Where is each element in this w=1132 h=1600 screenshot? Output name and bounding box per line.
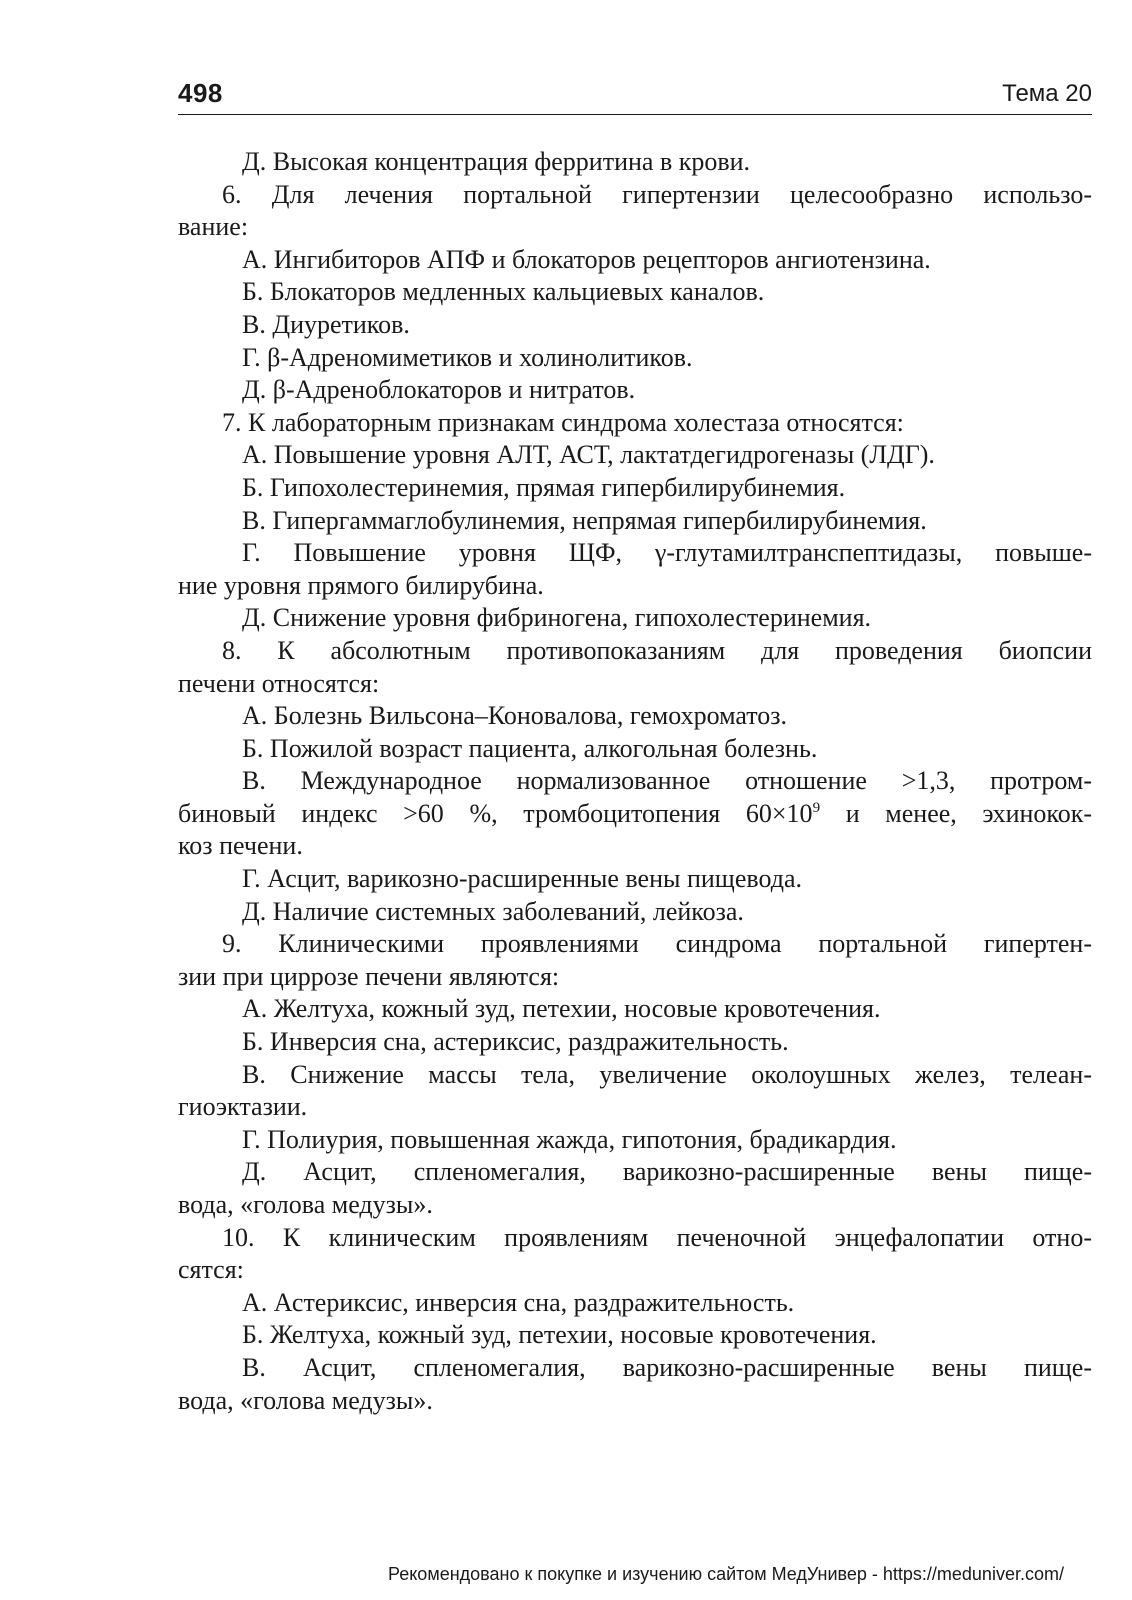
line-text: Б. Желтуха, кожный зуд, петехии, носовые кровотечения.: [242, 1320, 877, 1350]
text-line: [178, 1124, 1092, 1157]
text-line: [178, 1059, 1092, 1092]
line-text: вода, «голова медузы».: [178, 1385, 433, 1415]
text-line: [178, 570, 1092, 603]
text-line: [178, 439, 1092, 472]
text-line: [178, 1319, 1092, 1352]
text-line: [178, 798, 1092, 831]
text-line: [178, 863, 1092, 896]
text-line: [178, 993, 1092, 1026]
text-line: [178, 961, 1092, 994]
line-text: сятся:: [178, 1255, 244, 1285]
line-text: Д. β-Адреноблокаторов и нитратов.: [242, 375, 636, 405]
line-text: А. Ингибиторов АПФ и блокаторов рецепторов ангиотензина.: [242, 244, 931, 274]
text-line: [178, 407, 1092, 440]
text-line: [178, 179, 1092, 212]
line-text: 6. Для лечения портальной гипертензии целесообразно использо-: [222, 179, 1092, 209]
text-line: [178, 1222, 1092, 1255]
line-text: Д. Наличие системных заболеваний, лейкоза.: [242, 896, 744, 926]
text-line: [178, 1091, 1092, 1124]
text-line: [178, 635, 1092, 668]
line-text-tail: и менее, эхинокок-: [820, 798, 1092, 828]
text-line: [178, 1254, 1092, 1287]
text-line: [178, 1189, 1092, 1222]
text-line: [178, 537, 1092, 570]
line-text: В. Диуретиков.: [242, 309, 410, 339]
line-text: А. Желтуха, кожный зуд, петехии, носовые кровотечения.: [242, 994, 881, 1024]
superscript: 9: [812, 799, 821, 816]
line-text: 7. К лабораторным признакам синдрома холестаза относятся:: [222, 407, 904, 437]
text-line: [178, 374, 1092, 407]
text-line: [178, 1385, 1092, 1418]
text-line: [178, 896, 1092, 929]
line-text: А. Астериксис, инверсия сна, раздражительность.: [242, 1287, 795, 1317]
line-text: Д. Снижение уровня фибриногена, гипохолестеринемия.: [242, 603, 872, 633]
line-text: Д. Асцит, спленомегалия, варикозно-расширенные вены пище-: [242, 1157, 1092, 1187]
text-line: [178, 1352, 1092, 1385]
line-text: Б. Пожилой возраст пациента, алкогольная болезнь.: [242, 733, 818, 763]
text-line: [178, 765, 1092, 798]
text-line: [178, 668, 1092, 701]
line-text: Г. Повышение уровня ЩФ, γ-глутамилтранспептидазы, повыше-: [242, 538, 1092, 568]
text-line: [178, 505, 1092, 538]
line-text: Г. Асцит, варикозно-расширенные вены пищевода.: [242, 864, 802, 894]
text-line: [178, 1287, 1092, 1320]
text-line: [178, 700, 1092, 733]
page-number: 498: [178, 78, 223, 108]
text-line: [178, 146, 1092, 179]
text-line: [178, 928, 1092, 961]
line-text: вода, «голова медузы».: [178, 1190, 433, 1219]
line-text: В. Снижение массы тела, увеличение околоушных желез, телеан-: [242, 1059, 1092, 1089]
line-text: вание:: [178, 212, 249, 242]
line-text: печени относятся:: [178, 668, 380, 698]
text-line: [178, 602, 1092, 635]
text-line: [178, 342, 1092, 375]
line-text: Г. β-Адреномиметиков и холинолитиков.: [242, 342, 693, 372]
line-text: А. Болезнь Вильсона–Коновалова, гемохроматоз.: [242, 701, 788, 731]
line-text: Б. Блокаторов медленных кальциевых каналов.: [242, 277, 765, 307]
line-text: зии при циррозе печени являются:: [178, 961, 560, 991]
text-line: [178, 733, 1092, 766]
text-line: [178, 309, 1092, 342]
line-text: Г. Полиурия, повышенная жажда, гипотония, брадикардия.: [242, 1124, 897, 1154]
line-text: 10. К клиническим проявлениям печеночной энцефалопатии отно-: [222, 1222, 1092, 1252]
line-text: коз печени.: [178, 831, 303, 861]
line-text: 9. Клиническими проявлениями синдрома портальной гипертен-: [222, 929, 1092, 959]
line-text: Д. Высокая концентрация ферритина в крови.: [242, 147, 751, 176]
text-line: [178, 244, 1092, 277]
page-header: [178, 76, 1092, 115]
text-line: [178, 472, 1092, 505]
text-line: [178, 211, 1092, 244]
running-title: Тема 20: [1002, 80, 1092, 107]
line-text: В. Гипергаммаглобулинемия, непрямая гипербилирубинемия.: [242, 505, 927, 535]
line-text: 8. К абсолютным противопоказаниям для проведения биопсии: [222, 635, 1092, 665]
line-text: В. Асцит, спленомегалия, варикозно-расширенные вены пище-: [242, 1352, 1092, 1382]
text-line: [178, 1156, 1092, 1189]
footer-note: Рекомендовано к покупке и изучению сайтом МедУнивер - https://meduniver.com/: [388, 1564, 1064, 1584]
line-text: А. Повышение уровня АЛТ, АСТ, лактатдегидрогеназы (ЛДГ).: [242, 440, 935, 470]
page-body: [178, 146, 1092, 1417]
line-text: гиоэктазии.: [178, 1092, 308, 1122]
line-text: Б. Инверсия сна, астериксис, раздражительность.: [242, 1027, 789, 1057]
line-text: В. Международное нормализованное отношение >1,3, протром-: [242, 766, 1092, 796]
text-line: [178, 830, 1092, 863]
text-line: [178, 1026, 1092, 1059]
text-line: [178, 276, 1092, 309]
line-text: биновый индекс >60 %, тромбоцитопения 60×10: [178, 798, 813, 828]
line-text: Б. Гипохолестеринемия, прямая гипербилирубинемия.: [242, 472, 846, 502]
line-text: ние уровня прямого билирубина.: [178, 570, 544, 600]
